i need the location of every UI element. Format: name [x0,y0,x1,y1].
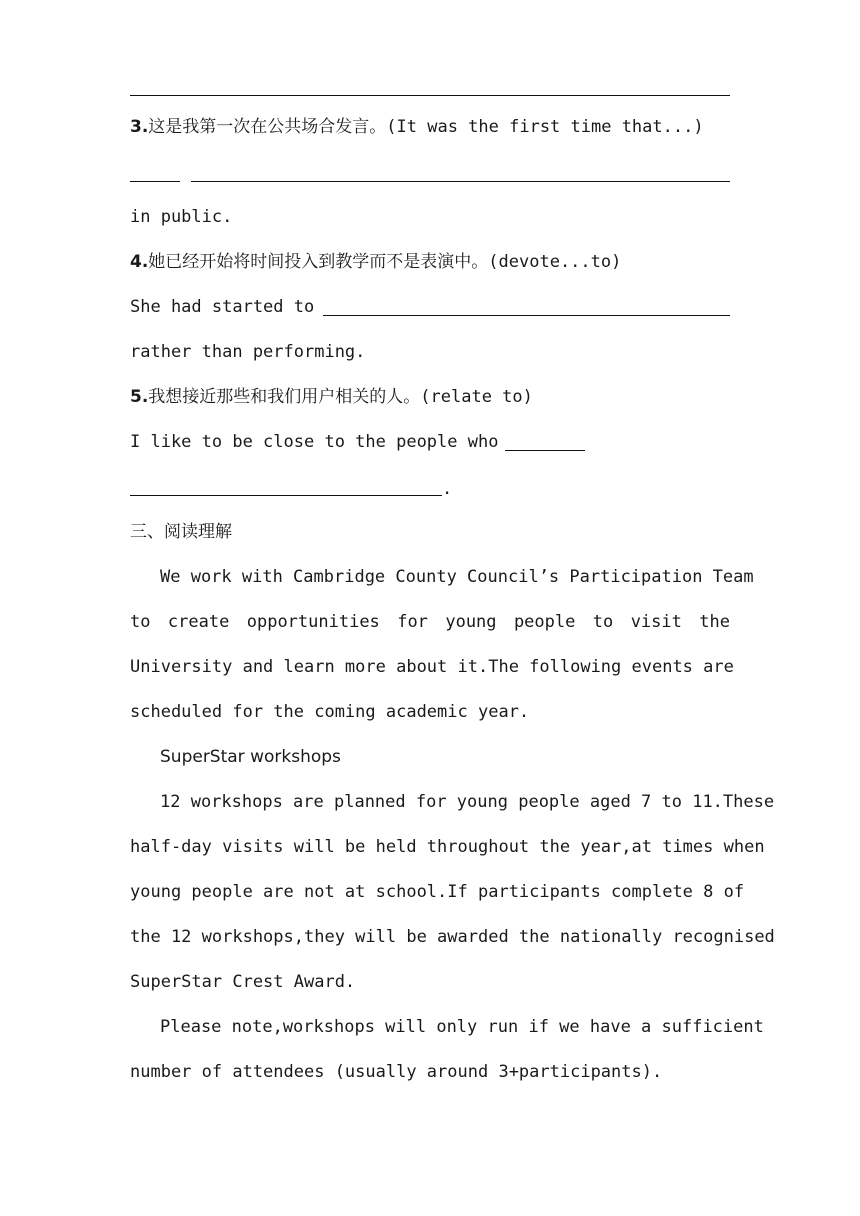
question-5-lead: I like to be close to the people who [130,432,499,452]
passage-line: to create opportunities for young people to visit the [130,612,730,632]
passage-line: Please note,workshops will only run if we have a sufficient [160,1017,764,1037]
passage-line: We work with Cambridge County Council’s Participation Team [160,567,754,587]
passage-line: young people are not at school.If participants complete 8 of [130,882,745,902]
question-number: 5. [130,387,149,407]
question-prompt: 我想接近那些和我们用户相关的人。(relate to) [148,387,533,407]
question-number: 4. [130,252,149,272]
passage-line: University and learn more about it.The following events are [130,657,734,677]
question-4 [130,250,621,274]
passage-line: SuperStar Crest Award. [130,972,356,992]
question-4-lead: She had started to [130,297,315,317]
answer-blank-short[interactable] [505,450,585,451]
answer-blank-short[interactable] [130,181,180,182]
question-prompt: 她已经开始将时间投入到教学而不是表演中。(devote...to) [148,252,622,272]
question-number: 3. [130,117,149,137]
answer-blank-long[interactable] [191,181,730,182]
passage-line: 12 workshops are planned for young people aged 7 to 11.These [160,792,775,812]
passage-line: the 12 workshops,they will be awarded the nationally recognised [130,927,775,947]
passage-line: scheduled for the coming academic year. [130,702,530,722]
question-5 [130,385,533,409]
answer-line-top[interactable] [130,95,730,96]
question-3-tail: in public. [130,207,233,227]
passage-subheading: SuperStar workshops [160,747,341,767]
question-5-end: . [442,479,453,499]
answer-blank-long[interactable] [130,495,442,496]
section-title: 三、阅读理解 [130,522,232,542]
question-3 [130,115,704,139]
question-prompt: 这是我第一次在公共场合发言。(It was the first time that...) [148,117,704,137]
passage-line: half-day visits will be held throughout the year,at times when [130,837,765,857]
answer-blank[interactable] [323,315,730,316]
question-4-tail: rather than performing. [130,342,366,362]
passage-line: number of attendees (usually around 3+participants). [130,1062,663,1082]
